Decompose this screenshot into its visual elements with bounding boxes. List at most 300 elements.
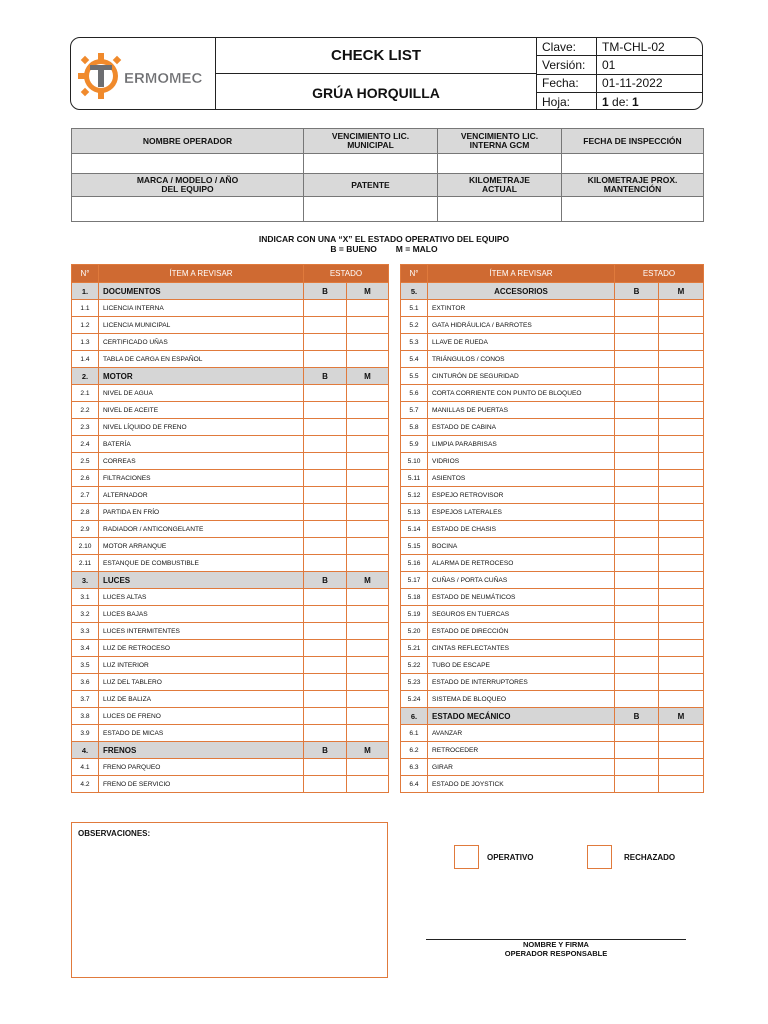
estado-b-cell[interactable] — [615, 368, 659, 385]
estado-m-cell[interactable] — [659, 742, 704, 759]
item-number: 5.10 — [401, 453, 428, 470]
col-header-num: N° — [401, 265, 428, 283]
table-row — [72, 521, 389, 538]
operativo-label: OPERATIVO — [487, 853, 534, 862]
col-header-estado: ESTADO — [304, 265, 389, 283]
estado-m-cell[interactable] — [659, 317, 704, 334]
meta-value: TM-CHL-02 — [602, 39, 665, 54]
estado-b-cell[interactable] — [304, 725, 347, 742]
item-number: 6.3 — [401, 759, 428, 776]
estado-b-cell[interactable] — [304, 691, 347, 708]
section-row — [401, 708, 704, 725]
item-label: ESPEJOS LATERALES — [428, 504, 615, 521]
item-label: DOCUMENTOS — [99, 283, 304, 300]
estado-b-cell[interactable] — [304, 606, 347, 623]
col-header-num: N° — [72, 265, 99, 283]
estado-b-cell[interactable] — [304, 640, 347, 657]
estado-m-cell[interactable] — [347, 504, 389, 521]
estado-b-cell[interactable] — [304, 385, 347, 402]
item-number: 5.15 — [401, 538, 428, 555]
estado-m-cell[interactable] — [659, 487, 704, 504]
item-label: ASIENTOS — [428, 470, 615, 487]
item-number: 5.22 — [401, 657, 428, 674]
item-label: GATA HIDRÁULICA / BARROTES — [428, 317, 615, 334]
estado-m-cell[interactable] — [347, 436, 389, 453]
estado-m-cell[interactable] — [659, 572, 704, 589]
company-logo — [71, 38, 216, 109]
item-number: 5.3 — [401, 334, 428, 351]
estado-m-cell[interactable] — [347, 317, 389, 334]
estado-m-cell[interactable] — [347, 725, 389, 742]
item-label: NIVEL DE ACEITE — [99, 402, 304, 419]
item-number: 5.20 — [401, 623, 428, 640]
estado-b-cell[interactable] — [615, 317, 659, 334]
estado-b-header: B — [304, 742, 347, 759]
item-number: 5.18 — [401, 589, 428, 606]
item-label: MOTOR — [99, 368, 304, 385]
item-label: BATERÍA — [99, 436, 304, 453]
item-label: LUZ DE BALIZA — [99, 691, 304, 708]
estado-m-cell[interactable] — [659, 436, 704, 453]
estado-m-cell[interactable] — [659, 453, 704, 470]
estado-b-cell[interactable] — [304, 776, 347, 793]
table-row — [72, 538, 389, 555]
item-label: PARTIDA EN FRÍO — [99, 504, 304, 521]
document-subtitle: GRÚA HORQUILLA — [312, 84, 440, 101]
item-number: 5.6 — [401, 385, 428, 402]
table-row — [401, 776, 704, 793]
item-label: LUCES BAJAS — [99, 606, 304, 623]
item-label: FILTRACIONES — [99, 470, 304, 487]
estado-b-cell[interactable] — [615, 436, 659, 453]
estado-m-cell[interactable] — [347, 470, 389, 487]
item-number: 2. — [72, 368, 99, 385]
item-number: 6. — [401, 708, 428, 725]
item-label: LICENCIA MUNICIPAL — [99, 317, 304, 334]
estado-m-cell[interactable] — [347, 453, 389, 470]
item-label: FRENO PARQUEO — [99, 759, 304, 776]
item-number: 2.5 — [72, 453, 99, 470]
item-number: 5.2 — [401, 317, 428, 334]
item-number: 5.12 — [401, 487, 428, 504]
item-number: 3.1 — [72, 589, 99, 606]
estado-b-cell[interactable] — [304, 759, 347, 776]
estado-b-cell[interactable] — [304, 504, 347, 521]
item-number: 3.8 — [72, 708, 99, 725]
estado-m-cell[interactable] — [659, 300, 704, 317]
table-row — [401, 504, 704, 521]
estado-m-cell[interactable] — [347, 334, 389, 351]
estado-b-cell[interactable] — [615, 470, 659, 487]
table-row — [401, 759, 704, 776]
item-label: LUCES — [99, 572, 304, 589]
item-label: TRIÁNGULOS / CONOS — [428, 351, 615, 368]
estado-m-cell[interactable] — [659, 470, 704, 487]
estado-m-cell[interactable] — [659, 589, 704, 606]
estado-m-cell[interactable] — [347, 674, 389, 691]
instructions-line1: INDICAR CON UNA “X” EL ESTADO OPERATIVO DEL EQUIPO — [258, 234, 510, 244]
item-label: ESTADO DE NEUMÁTICOS — [428, 589, 615, 606]
meta-value: 01-11-2022 — [602, 76, 663, 91]
estado-m-cell[interactable] — [347, 419, 389, 436]
estado-b-cell[interactable] — [615, 657, 659, 674]
estado-b-cell[interactable] — [304, 623, 347, 640]
estado-m-cell[interactable] — [659, 402, 704, 419]
estado-b-cell[interactable] — [304, 521, 347, 538]
estado-b-cell[interactable] — [615, 385, 659, 402]
item-label: SISTEMA DE BLOQUEO — [428, 691, 615, 708]
field-venc-lic-interna[interactable] — [438, 154, 562, 174]
estado-m-cell[interactable] — [659, 538, 704, 555]
table-row — [72, 555, 389, 572]
table-row — [72, 317, 389, 334]
item-label: NIVEL DE AGUA — [99, 385, 304, 402]
col-header-estado: ESTADO — [615, 265, 704, 283]
estado-b-cell[interactable] — [304, 317, 347, 334]
table-row — [72, 759, 389, 776]
table-row — [401, 470, 704, 487]
estado-b-cell[interactable] — [615, 504, 659, 521]
estado-m-cell[interactable] — [347, 385, 389, 402]
table-row — [72, 725, 389, 742]
estado-m-cell[interactable] — [659, 606, 704, 623]
estado-b-cell[interactable] — [615, 453, 659, 470]
table-row — [72, 334, 389, 351]
estado-b-cell[interactable] — [615, 742, 659, 759]
table-row — [401, 521, 704, 538]
gear-logo-icon — [71, 38, 216, 110]
estado-b-cell[interactable] — [304, 487, 347, 504]
estado-b-cell[interactable] — [615, 776, 659, 793]
item-number: 1.3 — [72, 334, 99, 351]
estado-m-cell[interactable] — [659, 691, 704, 708]
estado-m-header: M — [347, 572, 389, 589]
item-number: 3.4 — [72, 640, 99, 657]
document-header — [70, 37, 703, 110]
estado-m-cell[interactable] — [659, 725, 704, 742]
estado-b-cell[interactable] — [615, 487, 659, 504]
item-label: FRENOS — [99, 742, 304, 759]
estado-b-header: B — [615, 708, 659, 725]
section-row — [72, 283, 389, 300]
meta-row-clave — [537, 38, 703, 56]
estado-b-cell[interactable] — [615, 759, 659, 776]
item-number: 3.9 — [72, 725, 99, 742]
estado-b-cell[interactable] — [304, 453, 347, 470]
item-label: SEGUROS EN TUERCAS — [428, 606, 615, 623]
field-nombre-operador[interactable] — [72, 154, 304, 174]
label-venc-lic-municipal: VENCIMIENTO LIC. MUNICIPAL — [304, 129, 438, 154]
estado-b-cell[interactable] — [304, 657, 347, 674]
estado-m-cell[interactable] — [659, 555, 704, 572]
item-label: MOTOR ARRANQUE — [99, 538, 304, 555]
estado-b-cell[interactable] — [304, 538, 347, 555]
table-row — [72, 436, 389, 453]
meta-row-version — [537, 56, 703, 74]
table-row — [401, 572, 704, 589]
table-row — [72, 300, 389, 317]
estado-b-cell[interactable] — [304, 300, 347, 317]
item-label: EXTINTOR — [428, 300, 615, 317]
col-header-item: ÍTEM A REVISAR — [428, 265, 615, 283]
label-venc-lic-interna: VENCIMIENTO LIC. INTERNA GCM — [438, 129, 562, 154]
table-row — [401, 487, 704, 504]
label-nombre-operador: NOMBRE OPERADOR — [72, 129, 304, 154]
operativo-checkbox[interactable] — [454, 845, 479, 869]
item-number: 3.3 — [72, 623, 99, 640]
estado-b-cell[interactable] — [615, 419, 659, 436]
table-row — [72, 487, 389, 504]
item-number: 2.11 — [72, 555, 99, 572]
estado-b-cell[interactable] — [304, 470, 347, 487]
estado-m-cell[interactable] — [659, 674, 704, 691]
equipment-info-table — [71, 128, 704, 222]
item-label: CUÑAS / PORTA CUÑAS — [428, 572, 615, 589]
item-number: 3. — [72, 572, 99, 589]
estado-b-cell[interactable] — [615, 606, 659, 623]
item-number: 1.2 — [72, 317, 99, 334]
item-number: 1.4 — [72, 351, 99, 368]
signature-label-1: NOMBRE Y FIRMA — [523, 940, 589, 949]
page-total: 1 — [632, 94, 639, 109]
item-number: 2.3 — [72, 419, 99, 436]
item-label: FRENO DE SERVICIO — [99, 776, 304, 793]
estado-m-cell[interactable] — [659, 657, 704, 674]
estado-m-cell[interactable] — [347, 300, 389, 317]
estado-m-cell[interactable] — [659, 351, 704, 368]
table-header-row — [401, 265, 704, 283]
item-label: RETROCEDER — [428, 742, 615, 759]
item-label: LUZ DEL TABLERO — [99, 674, 304, 691]
estado-b-cell[interactable] — [615, 572, 659, 589]
estado-m-cell[interactable] — [659, 521, 704, 538]
field-kilometraje-prox[interactable] — [562, 197, 704, 222]
meta-key: Clave: — [537, 38, 597, 55]
estado-b-cell[interactable] — [615, 640, 659, 657]
item-number: 5. — [401, 283, 428, 300]
estado-b-cell[interactable] — [615, 521, 659, 538]
table-row — [72, 504, 389, 521]
estado-b-cell[interactable] — [615, 555, 659, 572]
estado-m-cell[interactable] — [347, 691, 389, 708]
field-kilometraje-actual[interactable] — [438, 197, 562, 222]
item-number: 5.9 — [401, 436, 428, 453]
item-number: 6.2 — [401, 742, 428, 759]
estado-b-cell[interactable] — [615, 674, 659, 691]
estado-b-cell[interactable] — [615, 351, 659, 368]
estado-m-cell[interactable] — [347, 759, 389, 776]
estado-m-cell[interactable] — [659, 419, 704, 436]
estado-b-header: B — [615, 283, 659, 300]
estado-b-cell[interactable] — [304, 351, 347, 368]
estado-b-cell[interactable] — [615, 725, 659, 742]
item-number: 2.9 — [72, 521, 99, 538]
label-marca-modelo: MARCA / MODELO / AÑO DEL EQUIPO — [72, 174, 304, 197]
meta-key: Hoja: — [537, 93, 597, 110]
meta-key: Fecha: — [537, 75, 597, 92]
estado-m-cell[interactable] — [347, 606, 389, 623]
item-number: 2.8 — [72, 504, 99, 521]
estado-b-cell[interactable] — [615, 300, 659, 317]
label-fecha-inspeccion: FECHA DE INSPECCIÓN — [562, 129, 704, 154]
estado-m-cell[interactable] — [347, 640, 389, 657]
table-row — [72, 589, 389, 606]
estado-b-cell[interactable] — [304, 708, 347, 725]
table-row — [401, 657, 704, 674]
item-number: 5.24 — [401, 691, 428, 708]
item-number: 6.4 — [401, 776, 428, 793]
item-label: BOCINA — [428, 538, 615, 555]
item-number: 5.4 — [401, 351, 428, 368]
table-row — [401, 453, 704, 470]
estado-b-cell[interactable] — [304, 402, 347, 419]
table-row — [401, 351, 704, 368]
item-label: ACCESORIOS — [428, 283, 615, 300]
meta-value: 01 — [602, 57, 616, 72]
estado-m-cell[interactable] — [659, 776, 704, 793]
estado-m-header: M — [659, 283, 704, 300]
item-label: CORTA CORRIENTE CON PUNTO DE BLOQUEO — [428, 385, 615, 402]
estado-b-cell[interactable] — [615, 402, 659, 419]
estado-b-cell[interactable] — [615, 589, 659, 606]
estado-m-cell[interactable] — [347, 521, 389, 538]
item-label: ALARMA DE RETROCESO — [428, 555, 615, 572]
item-number: 4.1 — [72, 759, 99, 776]
table-row — [401, 402, 704, 419]
table-row — [72, 640, 389, 657]
estado-b-header: B — [304, 283, 347, 300]
estado-m-cell[interactable] — [659, 368, 704, 385]
estado-b-header: B — [304, 368, 347, 385]
item-number: 1.1 — [72, 300, 99, 317]
table-row — [72, 385, 389, 402]
estado-m-header: M — [347, 283, 389, 300]
observations-label: OBSERVACIONES: — [78, 829, 151, 838]
estado-m-cell[interactable] — [659, 623, 704, 640]
estado-b-cell[interactable] — [304, 334, 347, 351]
item-label: ESPEJO RETROVISOR — [428, 487, 615, 504]
item-label: LUZ DE RETROCESO — [99, 640, 304, 657]
checklist-left — [71, 264, 389, 793]
col-header-item: ÍTEM A REVISAR — [99, 265, 304, 283]
estado-m-cell[interactable] — [347, 657, 389, 674]
estado-b-cell[interactable] — [304, 555, 347, 572]
table-row — [401, 725, 704, 742]
estado-b-cell[interactable] — [304, 589, 347, 606]
estado-b-cell[interactable] — [615, 623, 659, 640]
table-row — [72, 674, 389, 691]
item-number: 4.2 — [72, 776, 99, 793]
estado-b-cell[interactable] — [615, 691, 659, 708]
item-label: RADIADOR / ANTICONGELANTE — [99, 521, 304, 538]
item-label: CERTIFICADO UÑAS — [99, 334, 304, 351]
item-label: AVANZAR — [428, 725, 615, 742]
estado-m-cell[interactable] — [659, 504, 704, 521]
estado-m-cell[interactable] — [347, 538, 389, 555]
item-label: ESTADO DE CABINA — [428, 419, 615, 436]
item-number: 5.19 — [401, 606, 428, 623]
item-number: 2.6 — [72, 470, 99, 487]
label-kilometraje-prox: KILOMETRAJE PROX. MANTENCIÓN — [562, 174, 704, 197]
field-marca-modelo[interactable] — [72, 197, 304, 222]
estado-m-cell[interactable] — [347, 623, 389, 640]
estado-m-cell[interactable] — [347, 776, 389, 793]
section-row — [401, 283, 704, 300]
checklist-right — [400, 264, 704, 793]
table-row — [401, 606, 704, 623]
estado-b-cell[interactable] — [304, 436, 347, 453]
item-number: 3.5 — [72, 657, 99, 674]
estado-m-cell[interactable] — [347, 555, 389, 572]
estado-m-cell[interactable] — [659, 759, 704, 776]
section-row — [72, 368, 389, 385]
table-row — [401, 368, 704, 385]
table-header-row — [72, 265, 389, 283]
estado-m-cell[interactable] — [347, 402, 389, 419]
estado-m-header: M — [347, 742, 389, 759]
item-number: 5.7 — [401, 402, 428, 419]
observations-box[interactable] — [71, 822, 388, 978]
item-label: LUZ INTERIOR — [99, 657, 304, 674]
item-number: 5.11 — [401, 470, 428, 487]
item-number: 3.6 — [72, 674, 99, 691]
item-label: ALTERNADOR — [99, 487, 304, 504]
item-label: ESTANQUE DE COMBUSTIBLE — [99, 555, 304, 572]
table-row — [401, 640, 704, 657]
meta-value — [597, 93, 703, 110]
table-row — [72, 453, 389, 470]
item-label: CINTAS REFLECTANTES — [428, 640, 615, 657]
estado-b-cell[interactable] — [304, 419, 347, 436]
estado-m-cell[interactable] — [347, 487, 389, 504]
estado-m-header: M — [659, 708, 704, 725]
rechazado-checkbox[interactable] — [587, 845, 612, 869]
table-row — [401, 538, 704, 555]
estado-m-cell[interactable] — [659, 385, 704, 402]
estado-m-cell[interactable] — [347, 708, 389, 725]
item-number: 5.17 — [401, 572, 428, 589]
table-row — [401, 300, 704, 317]
signature-label-2: OPERADOR RESPONSABLE — [504, 949, 608, 958]
table-row — [401, 419, 704, 436]
field-venc-lic-municipal[interactable] — [304, 154, 438, 174]
item-label: VIDRIOS — [428, 453, 615, 470]
item-label: TABLA DE CARGA EN ESPAÑOL — [99, 351, 304, 368]
estado-b-cell[interactable] — [615, 334, 659, 351]
estado-b-cell[interactable] — [304, 674, 347, 691]
estado-m-cell[interactable] — [347, 589, 389, 606]
estado-b-cell[interactable] — [615, 538, 659, 555]
item-number: 6.1 — [401, 725, 428, 742]
table-row — [72, 776, 389, 793]
logo-wordmark: ERMOMEC — [124, 70, 203, 87]
table-row — [401, 555, 704, 572]
estado-m-cell[interactable] — [659, 640, 704, 657]
item-label: NIVEL LÍQUIDO DE FRENO — [99, 419, 304, 436]
estado-m-cell[interactable] — [659, 334, 704, 351]
table-row — [72, 623, 389, 640]
table-row — [72, 351, 389, 368]
field-patente[interactable] — [304, 197, 438, 222]
instructions-line2: B = BUENO M = MALO — [330, 244, 438, 254]
page-number: 1 — [602, 94, 609, 109]
item-number: 5.5 — [401, 368, 428, 385]
estado-b-header: B — [304, 572, 347, 589]
field-fecha-inspeccion[interactable] — [562, 154, 704, 174]
page-of: de: — [608, 94, 633, 109]
estado-m-cell[interactable] — [347, 351, 389, 368]
table-row — [72, 691, 389, 708]
